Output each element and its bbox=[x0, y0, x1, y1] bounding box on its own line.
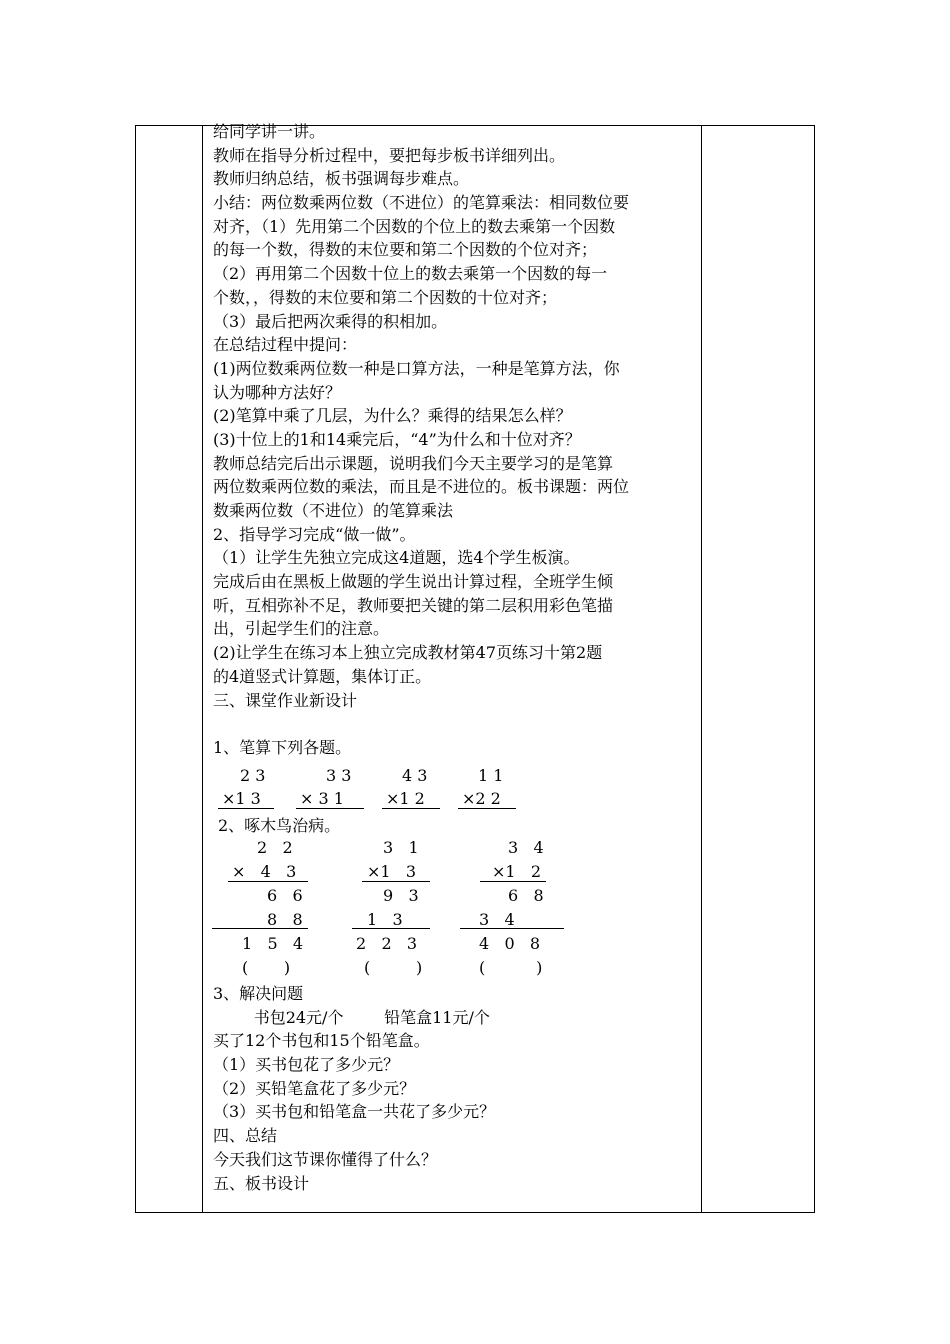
text-line: 对齐，（1）先用第二个因数的个位上的数去乘第一个因数 bbox=[213, 216, 616, 236]
section-heading: 三、课堂作业新设计 bbox=[213, 690, 358, 710]
ex1-underline bbox=[218, 808, 274, 809]
text-line: 小结：两位数乘两位数（不进位）的笔算乘法：相同数位要 bbox=[213, 193, 630, 213]
ex2-result: 2 2 3 bbox=[356, 934, 418, 953]
text-line: 两位数乘两位数的乘法，而且是不进位的。板书课题：两位 bbox=[213, 477, 630, 497]
text-line: 数乘两位数（不进位）的笔算乘法 bbox=[213, 501, 454, 520]
exercise-heading: 3、解决问题 bbox=[213, 984, 304, 1003]
question-line: （2）买铅笔盒花了多少元？ bbox=[213, 1078, 416, 1098]
ex2-underline bbox=[212, 928, 308, 929]
ex2-top: 3 4 bbox=[508, 838, 544, 857]
lesson-body-continued bbox=[213, 982, 693, 1195]
ex2-partial: 9 3 bbox=[383, 886, 419, 905]
ex2-multiplier: × 4 3 bbox=[232, 862, 297, 881]
text-line: 出，引起学生们的注意。 bbox=[213, 619, 390, 639]
text-line: 2、指导学习完成“做一做”。 bbox=[213, 524, 416, 544]
text-line: 在总结过程中提问： bbox=[213, 335, 358, 355]
ex1-underline bbox=[382, 808, 440, 809]
text-line: 的每一个数，得数的末位要和第二个因数的个位对齐； bbox=[213, 240, 598, 260]
question-line: （3）买书包和铅笔盒一共花了多少元？ bbox=[213, 1102, 496, 1122]
text-line: 听，互相弥补不足，教师要把关键的第二层积用彩色笔描 bbox=[213, 595, 614, 615]
exercise-heading: 1、笔算下列各题。 bbox=[213, 737, 352, 757]
text-line: (3)十位上的1和14乘完后，“4”为什么和十位对齐？ bbox=[213, 429, 581, 449]
ex1-multiplier: ×1 3 bbox=[222, 789, 261, 808]
ex1-top: 2 3 bbox=[240, 766, 266, 785]
text-line: (2)笔算中乘了几层，为什么？乘得的结果怎么样？ bbox=[213, 406, 572, 426]
section-heading: 五、板书设计 bbox=[213, 1173, 310, 1193]
ex1-top: 3 3 bbox=[326, 766, 352, 785]
ex2-partial: 6 8 bbox=[508, 886, 544, 905]
text-line: （3）最后把两次乘得的积相加。 bbox=[213, 311, 448, 331]
ex2-underline bbox=[228, 881, 308, 882]
ex2-partial: 8 8 bbox=[267, 910, 303, 929]
text-line: 买了12个书包和15个铅笔盒。 bbox=[213, 1031, 430, 1051]
ex1-top: 4 3 bbox=[402, 766, 428, 785]
text-line: 教师在指导分析过程中，要把每步板书详细列出。 bbox=[213, 145, 566, 165]
column-divider bbox=[701, 126, 702, 1212]
question-line: （1）买书包花了多少元？ bbox=[213, 1055, 400, 1075]
ex2-result: 1 5 4 bbox=[242, 934, 304, 953]
text-line: 教师总结完后出示课题，说明我们今天主要学习的是笔算 bbox=[213, 453, 614, 473]
ex2-partial: 1 3 bbox=[367, 910, 403, 929]
ex2-partial: 3 4 bbox=[479, 910, 515, 929]
text-line: 给同学讲一讲。 bbox=[213, 122, 326, 141]
ex2-answer-parens: ( ) bbox=[364, 958, 423, 977]
ex2-partial: 6 6 bbox=[267, 886, 303, 905]
ex2-multiplier: ×1 2 bbox=[492, 862, 542, 881]
ex1-multiplier: ×1 2 bbox=[386, 789, 425, 808]
text-line: （1）让学生先独立完成这4道题，选4个学生板演。 bbox=[213, 548, 580, 568]
ex2-answer-parens: ( ) bbox=[242, 958, 291, 977]
text-line: 教师归纳总结，板书强调每步难点。 bbox=[213, 169, 470, 189]
text-line: 完成后由在黑板上做题的学生说出计算过程，全班学生倾 bbox=[213, 572, 614, 592]
column-divider bbox=[202, 126, 203, 1212]
ex2-underline bbox=[352, 928, 430, 929]
text-line: 的4道竖式计算题，集体订正。 bbox=[213, 666, 432, 686]
text-line: (1)两位数乘两位数一种是口算方法，一种是笔算方法，你 bbox=[213, 358, 620, 378]
section-heading: 四、总结 bbox=[213, 1126, 278, 1146]
ex1-top: 1 1 bbox=[478, 766, 504, 785]
text-line: （2）再用第二个因数十位上的数去乘第一个因数的每一 bbox=[213, 264, 608, 284]
ex1-underline bbox=[458, 808, 516, 809]
ex2-top: 2 2 bbox=[257, 838, 293, 857]
lesson-body bbox=[213, 120, 693, 760]
text-line: 今天我们这节课你懂得了什么？ bbox=[213, 1149, 438, 1169]
blank-line bbox=[213, 712, 693, 736]
ex2-answer-parens: ( ) bbox=[479, 958, 543, 977]
ex1-multiplier: ×2 2 bbox=[462, 789, 501, 808]
text-line: 个数，，得数的末位要和第二个因数的十位对齐； bbox=[213, 287, 558, 307]
ex2-top: 3 1 bbox=[383, 838, 419, 857]
text-line: 认为哪种方法好？ bbox=[213, 382, 342, 402]
ex2-multiplier: ×1 3 bbox=[367, 862, 417, 881]
ex1-multiplier: × 3 1 bbox=[300, 789, 344, 808]
ex2-underline bbox=[480, 881, 546, 882]
ex2-underline bbox=[362, 881, 430, 882]
ex2-underline bbox=[460, 928, 564, 929]
price-line: 书包24元/个 铅笔盒11元/个 bbox=[213, 1007, 490, 1027]
ex1-underline bbox=[296, 808, 364, 809]
ex2-result: 4 0 8 bbox=[479, 934, 541, 953]
text-line: (2)让学生在练习本上独立完成教材第47页练习十第2题 bbox=[213, 643, 603, 663]
exercise-heading: 2、啄木鸟治病。 bbox=[218, 816, 341, 835]
